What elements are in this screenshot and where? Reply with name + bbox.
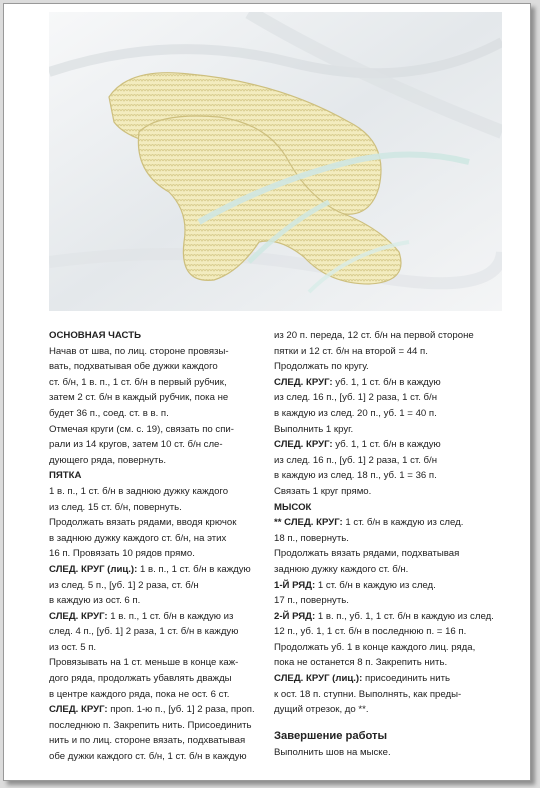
instruction-text: вать, подхватывая обе дужки каждого	[49, 361, 218, 373]
instruction-line	[49, 624, 267, 640]
instruction-text: ст. б/н, 1 в. п., 1 ст. б/н в первый рубчик,	[49, 376, 227, 388]
instruction-line	[274, 468, 502, 484]
instruction-text: будет 36 п., соед. ст. в в. п.	[49, 407, 169, 419]
instruction-line	[49, 484, 267, 500]
instruction-line	[49, 702, 267, 718]
instruction-heading: ** СЛЕД. КРУГ:	[274, 517, 343, 529]
instruction-heading: СЛЕД. КРУГ:	[49, 704, 108, 716]
instruction-line	[49, 655, 267, 671]
instruction-line	[274, 562, 502, 578]
instruction-line	[274, 375, 502, 391]
instruction-line	[274, 437, 502, 453]
instruction-line	[49, 562, 267, 578]
instruction-line	[274, 687, 502, 703]
instruction-text: уб. 1, 1 ст. б/н в каждую	[332, 439, 441, 451]
instruction-heading: ПЯТКА	[49, 470, 82, 482]
instruction-line	[49, 359, 267, 375]
instruction-text: Отмечая круги (см. с. 19), связать по спи-	[49, 423, 234, 435]
page-frame	[3, 3, 531, 781]
instruction-heading: СЛЕД. КРУГ:	[274, 376, 333, 388]
instruction-line	[49, 531, 267, 547]
instruction-line	[274, 453, 502, 469]
instruction-text: 18 п., повернуть.	[274, 532, 349, 544]
instruction-text: из ост. 5 п.	[49, 641, 97, 653]
instruction-text: в центре каждого ряда, пока не ост. 6 ст.	[49, 688, 230, 700]
instruction-text: из след. 15 ст. б/н, повернуть.	[49, 501, 182, 513]
instruction-text: в каждую из ост. 6 п.	[49, 595, 141, 607]
instruction-heading: МЫСОК	[274, 501, 312, 513]
instruction-line	[274, 624, 502, 640]
instruction-text: 17 п., повернуть.	[274, 595, 349, 607]
instruction-line	[274, 344, 502, 360]
instruction-text: из 20 п. переда, 12 ст. б/н на первой стороне	[274, 330, 474, 341]
instruction-line	[49, 328, 267, 344]
instruction-text: проп. 1-ю п., [уб. 1] 2 раза, проп.	[107, 704, 255, 716]
instruction-line	[274, 702, 502, 718]
instruction-text: пока не останется 8 п. Закрепить нить.	[274, 657, 448, 669]
instruction-text: обе дужки каждого ст. б/н, 1 ст. б/н в каждую	[49, 751, 247, 763]
instruction-line	[49, 749, 267, 765]
instruction-line	[49, 609, 267, 625]
instruction-line	[49, 578, 267, 594]
instruction-text: 1 в. п., 1 ст. б/н в каждую из	[107, 610, 234, 622]
instruction-text: присоединить нить	[362, 673, 450, 685]
instruction-heading: СЛЕД. КРУГ:	[49, 610, 108, 622]
instruction-text: уб. 1, 1 ст. б/н в каждую	[332, 376, 441, 388]
instruction-text: из след. 5 п., [уб. 1] 2 раза, ст. б/н	[49, 579, 199, 591]
instruction-line	[274, 406, 502, 422]
instruction-text: 1 в. п., 1 ст. б/н в заднюю дужку каждого	[49, 485, 229, 497]
instruction-text: Продолжать вязать рядами, вводя крючок	[49, 517, 237, 529]
instruction-text: 1 ст. б/н в каждую из след.	[315, 579, 436, 591]
instruction-line	[49, 733, 267, 749]
instructions-left-column	[49, 328, 267, 765]
instruction-text: Продолжать вязать рядами, подхватывая	[274, 548, 460, 560]
instruction-text: дующего ряда, повернуть.	[49, 454, 167, 466]
instruction-line	[49, 500, 267, 516]
instruction-line	[274, 515, 502, 531]
instruction-line	[49, 406, 267, 422]
instruction-text: 12 п., уб. 1, 1 ст. б/н в последнюю п. = 16 п.	[274, 626, 467, 638]
instruction-line	[274, 484, 502, 500]
instructions-right-column	[274, 328, 502, 760]
instruction-text: к ост. 18 п. ступни. Выполнять, как преды-	[274, 688, 462, 700]
instruction-text: Связать 1 круг прямо.	[274, 485, 372, 497]
instruction-text: из след. 16 п., [уб. 1] 2 раза, 1 ст. б/н	[274, 454, 438, 466]
instruction-text: Провязывать на 1 ст. меньше в конце каж-	[49, 657, 239, 669]
instruction-heading: 2-Й РЯД:	[274, 610, 316, 622]
instruction-heading: ОСНОВНАЯ ЧАСТЬ	[49, 330, 142, 341]
instruction-text: последнюю п. Закрепить нить. Присоединить	[49, 719, 252, 731]
instruction-text: нить и по лиц. стороне вязать, подхватывая	[49, 735, 246, 747]
instruction-line	[274, 390, 502, 406]
instruction-line	[49, 344, 267, 360]
instruction-text: затем 2 ст. б/н в каждый рубчик, пока не	[49, 392, 229, 404]
knitted-booties-image	[49, 12, 502, 311]
finishing-heading: Завершение работы	[274, 729, 388, 742]
instruction-line	[274, 640, 502, 656]
instruction-line	[49, 437, 267, 453]
instruction-text: дущий отрезок, до **.	[274, 704, 369, 716]
instruction-line	[274, 422, 502, 438]
instruction-line	[274, 531, 502, 547]
instruction-text: 1 ст. б/н в каждую из след.	[342, 517, 464, 529]
instruction-text: Выполнить 1 круг.	[274, 423, 354, 435]
instruction-line	[49, 515, 267, 531]
instruction-line	[274, 593, 502, 609]
finishing-text: Выполнить шов на мыске.	[274, 746, 391, 758]
instruction-line	[49, 687, 267, 703]
instruction-line	[49, 422, 267, 438]
instruction-line	[49, 718, 267, 734]
instruction-line	[274, 359, 502, 375]
instruction-text: пятки и 12 ст. б/н на второй = 44 п.	[274, 345, 428, 357]
instruction-line	[49, 390, 267, 406]
instruction-text: 1 в. п., уб. 1, 1 ст. б/н в каждую из след.	[315, 610, 494, 622]
instruction-text: дого ряда, продолжать убавлять дважды	[49, 673, 232, 685]
instruction-heading: СЛЕД. КРУГ (лиц.):	[274, 673, 363, 685]
instruction-heading: СЛЕД. КРУГ (лиц.):	[49, 563, 138, 575]
instruction-line	[49, 375, 267, 391]
instruction-text: рали из 14 кругов, затем 10 ст. б/н сле-	[49, 439, 223, 451]
instruction-line	[49, 671, 267, 687]
instruction-text: Начав от шва, по лиц. стороне провязы-	[49, 345, 229, 357]
instruction-heading: 1-Й РЯД:	[274, 579, 316, 591]
instruction-text: в заднюю дужку каждого ст. б/н, на этих	[49, 532, 227, 544]
instruction-text: след. 4 п., [уб. 1] 2 раза, 1 ст. б/н в каждую	[49, 626, 239, 638]
instruction-line	[274, 328, 502, 344]
instruction-text: Продолжать по кругу.	[274, 361, 369, 373]
instruction-line	[49, 453, 267, 469]
right-column-lines	[274, 328, 502, 718]
instruction-line	[274, 546, 502, 562]
instruction-text: в каждую из след. 18 п., уб. 1 = 36 п.	[274, 470, 437, 482]
instruction-line	[49, 593, 267, 609]
instruction-line	[274, 500, 502, 516]
instruction-line	[49, 468, 267, 484]
instruction-line	[274, 609, 502, 625]
instruction-line	[274, 578, 502, 594]
instruction-heading: СЛЕД. КРУГ:	[274, 439, 333, 451]
instruction-line	[49, 640, 267, 656]
instruction-line	[274, 655, 502, 671]
instruction-text: в каждую из след. 20 п., уб. 1 = 40 п.	[274, 407, 437, 419]
instruction-text: 1 в. п., 1 ст. б/н в каждую	[137, 563, 251, 575]
instruction-text: 16 п. Провязать 10 рядов прямо.	[49, 548, 195, 560]
instruction-text: заднюю дужку каждого ст. б/н.	[274, 563, 409, 575]
instruction-line	[49, 546, 267, 562]
booties-photo	[49, 12, 502, 311]
instruction-line	[274, 671, 502, 687]
instruction-text: из след. 16 п., [уб. 1] 2 раза, 1 ст. б/н	[274, 392, 438, 404]
instruction-text: Продолжать уб. 1 в конце каждого лиц. ряда,	[274, 641, 476, 653]
